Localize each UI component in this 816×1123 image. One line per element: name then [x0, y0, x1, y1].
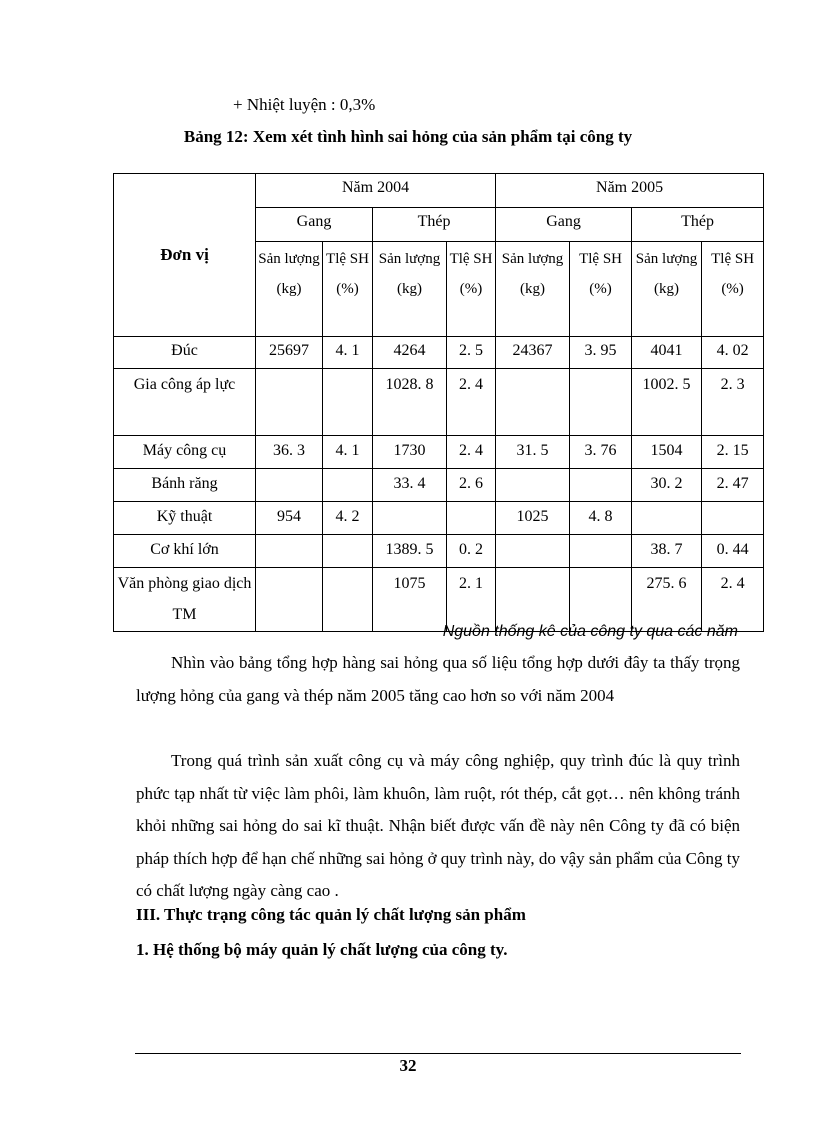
paragraph-2: Trong quá trình sản xuất công cụ và máy công nghiệp, quy trình đúc là quy trình phức tạp nhất từ việc làm phôi, làm khuôn, làm ruột, rót thép, cắt gọt… nên không tránh khỏi những sai hỏng do sai kĩ thuật. Nhận biết được vấn đề này nên Công ty đã có biện pháp thích hợp để hạn chế những sai hỏng ở quy trình này, do vậy sản phẩm của Công ty có chất lượng ngày càng cao . — [136, 751, 740, 900]
material-header: Gang — [256, 208, 373, 242]
value-cell: 1504 — [632, 436, 702, 469]
value-cell — [496, 568, 570, 632]
sub-header: Tlệ SH (%) — [570, 242, 632, 337]
value-cell: 2. 47 — [702, 469, 764, 502]
value-cell: 1730 — [373, 436, 447, 469]
value-cell: 31. 5 — [496, 436, 570, 469]
value-cell: 2. 4 — [447, 369, 496, 436]
value-cell — [323, 568, 373, 632]
value-cell: 3. 76 — [570, 436, 632, 469]
value-cell — [496, 369, 570, 436]
unit-cell: Đúc — [114, 337, 256, 369]
value-cell: 0. 44 — [702, 535, 764, 568]
sub-header: Tlệ SH (%) — [323, 242, 373, 337]
unit-header: Đơn vị — [114, 174, 256, 337]
value-cell — [323, 535, 373, 568]
unit-cell: Máy công cụ — [114, 436, 256, 469]
value-cell — [256, 469, 323, 502]
year-header: Năm 2004 — [256, 174, 496, 208]
material-header: Thép — [373, 208, 496, 242]
value-cell: 2. 4 — [447, 436, 496, 469]
value-cell: 2. 4 — [702, 568, 764, 632]
table-caption: Bảng 12: Xem xét tình hình sai hỏng của sản phẩm tại công ty — [183, 127, 633, 146]
value-cell: 25697 — [256, 337, 323, 369]
value-cell: 30. 2 — [632, 469, 702, 502]
value-cell: 2. 15 — [702, 436, 764, 469]
footer-rule — [135, 1053, 741, 1054]
value-cell: 4041 — [632, 337, 702, 369]
value-cell — [702, 502, 764, 535]
value-cell: 4. 1 — [323, 337, 373, 369]
section-heading: III. Thực trạng công tác quản lý chất lượng sản phẩm — [136, 905, 526, 924]
unit-cell: Văn phòng giao dịch TM — [114, 568, 256, 632]
value-cell: 2. 6 — [447, 469, 496, 502]
unit-cell: Kỹ thuật — [114, 502, 256, 535]
value-cell — [256, 568, 323, 632]
value-cell: 275. 6 — [632, 568, 702, 632]
value-cell — [570, 568, 632, 632]
table-row — [114, 436, 764, 469]
value-cell — [256, 369, 323, 436]
value-cell: 38. 7 — [632, 535, 702, 568]
value-cell — [496, 535, 570, 568]
value-cell: 4. 02 — [702, 337, 764, 369]
value-cell: 2. 1 — [447, 568, 496, 632]
material-header: Thép — [632, 208, 764, 242]
intro-line: + Nhiệt luyện : 0,3% — [233, 95, 376, 114]
material-header: Gang — [496, 208, 632, 242]
paragraph-1: Nhìn vào bảng tổng hợp hàng sai hỏng qua số liệu tổng hợp dưới đây ta thấy trọng lượng hỏng của gang và thép năm 2005 tăng cao hơn so với năm 2004 — [136, 653, 740, 705]
value-cell: 4. 1 — [323, 436, 373, 469]
value-cell: 1002. 5 — [632, 369, 702, 436]
sub-header: Tlệ SH (%) — [702, 242, 764, 337]
unit-cell: Gia công áp lực — [114, 369, 256, 436]
table-row — [114, 502, 764, 535]
sub-header: Sản lượng (kg) — [632, 242, 702, 337]
source-note: Nguồn thống kê của công ty qua các năm — [442, 623, 738, 640]
value-cell: 1028. 8 — [373, 369, 447, 436]
sub-header: Tlệ SH (%) — [447, 242, 496, 337]
table-row — [114, 369, 764, 436]
value-cell: 4. 8 — [570, 502, 632, 535]
table-row — [114, 535, 764, 568]
value-cell — [323, 469, 373, 502]
value-cell — [496, 469, 570, 502]
defect-table — [113, 173, 764, 632]
value-cell: 1075 — [373, 568, 447, 632]
sub-header: Sản lượng (kg) — [496, 242, 570, 337]
value-cell — [570, 535, 632, 568]
value-cell: 24367 — [496, 337, 570, 369]
value-cell: 2. 3 — [702, 369, 764, 436]
table-row — [114, 469, 764, 502]
value-cell — [570, 469, 632, 502]
table-row — [114, 568, 764, 632]
value-cell: 36. 3 — [256, 436, 323, 469]
value-cell: 33. 4 — [373, 469, 447, 502]
table-row — [114, 337, 764, 369]
value-cell — [570, 369, 632, 436]
value-cell: 3. 95 — [570, 337, 632, 369]
page-number: 32 — [399, 1056, 417, 1075]
sub-header: Sản lượng (kg) — [373, 242, 447, 337]
value-cell: 4264 — [373, 337, 447, 369]
value-cell — [323, 369, 373, 436]
value-cell — [373, 502, 447, 535]
year-header: Năm 2005 — [496, 174, 764, 208]
value-cell — [632, 502, 702, 535]
unit-cell: Cơ khí lớn — [114, 535, 256, 568]
value-cell: 954 — [256, 502, 323, 535]
value-cell: 1389. 5 — [373, 535, 447, 568]
value-cell: 2. 5 — [447, 337, 496, 369]
unit-cell: Bánh răng — [114, 469, 256, 502]
value-cell: 0. 2 — [447, 535, 496, 568]
value-cell — [447, 502, 496, 535]
value-cell: 4. 2 — [323, 502, 373, 535]
subsection-heading: 1. Hệ thống bộ máy quản lý chất lượng của công ty. — [136, 940, 508, 959]
value-cell — [256, 535, 323, 568]
sub-header: Sản lượng (kg) — [256, 242, 323, 337]
value-cell: 1025 — [496, 502, 570, 535]
